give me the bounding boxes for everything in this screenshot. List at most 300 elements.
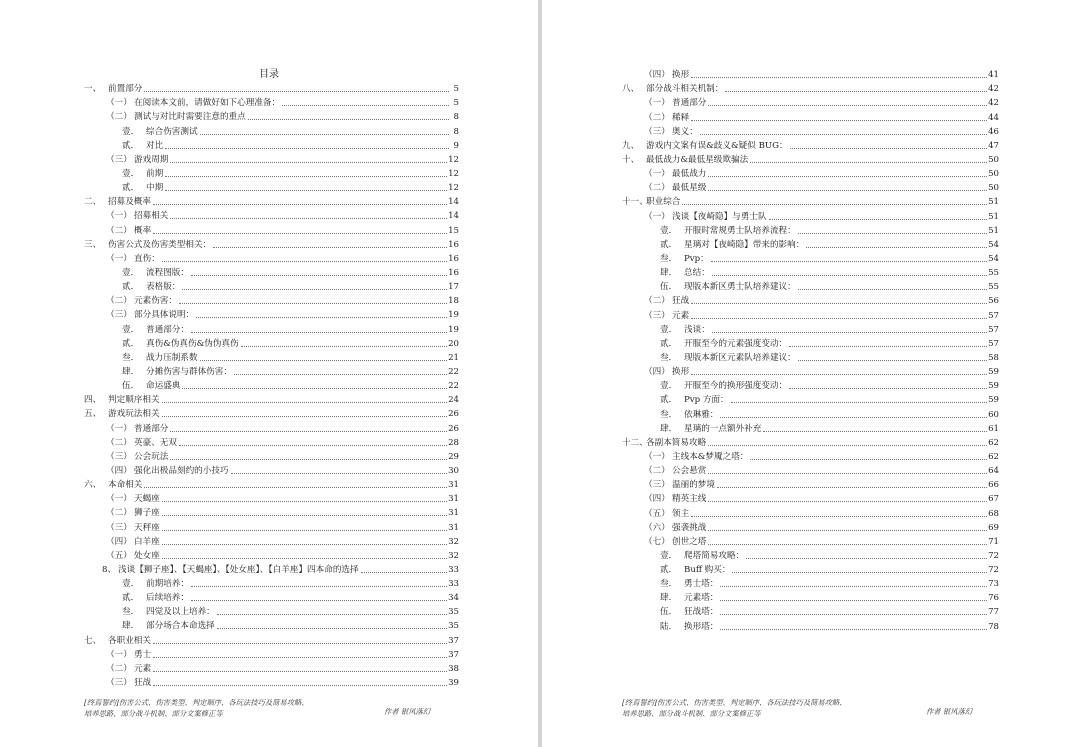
toc-entry[interactable] <box>622 66 999 80</box>
toc-entry-page: 72 <box>988 550 999 561</box>
toc-leader-dots <box>191 585 447 587</box>
toc-entry-title: Pvp 方面： <box>684 395 729 406</box>
toc-entry[interactable] <box>622 476 999 490</box>
toc-entry-title: 概率 <box>134 225 152 236</box>
toc-entry-title: 综合伤害测试 <box>146 126 198 137</box>
footer-line-1: [终焉誓约]伤害公式、伤害类型、判定顺序、各玩法技巧及简易攻略、 <box>84 698 309 707</box>
toc-entry[interactable] <box>84 306 459 320</box>
toc-entry-title: 现版本新区元素队培养建议： <box>684 352 796 363</box>
toc-entry-title: 部分战斗相关机制： <box>646 84 724 95</box>
toc-entry[interactable] <box>84 320 459 334</box>
toc-entry-title: 星璃的一点额外补充 <box>684 423 762 434</box>
toc-entry-page: 31 <box>448 522 459 533</box>
toc-entry[interactable] <box>622 448 999 462</box>
toc-entry[interactable] <box>622 504 999 518</box>
toc-entry-page: 29 <box>448 451 459 462</box>
toc-leader-dots <box>153 670 447 672</box>
toc-entry-number: （二） <box>644 183 670 194</box>
page-footer-right <box>622 697 847 719</box>
toc-entry-title: 元素伤害： <box>134 296 177 307</box>
toc-leader-dots <box>691 515 987 517</box>
toc-leader-dots <box>191 599 447 601</box>
toc-entry-title: 浅谈【夜崎隐】与勇士队 <box>672 211 767 222</box>
toc-entry-title: 狮子座 <box>134 508 160 519</box>
toc-entry-page: 71 <box>988 536 999 547</box>
toc-entry[interactable] <box>622 519 999 533</box>
toc-entry-title: 现版本新区勇士队培养建议： <box>684 282 796 293</box>
toc-leader-dots <box>717 486 987 488</box>
toc-entry-title: 开服至今的换形强度变动： <box>684 381 788 392</box>
toc-leader-dots <box>682 203 987 205</box>
toc-entry-title: 公会玩法 <box>134 451 169 462</box>
toc-entry[interactable] <box>84 292 459 306</box>
toc-entry[interactable] <box>622 151 999 165</box>
toc-entry[interactable] <box>622 80 999 94</box>
toc-entry-title: 游戏周期 <box>134 154 169 165</box>
toc-entry-page: 19 <box>448 324 459 335</box>
toc-entry[interactable] <box>84 193 459 207</box>
toc-entry-number: （二） <box>106 225 132 236</box>
toc-entry[interactable] <box>622 420 999 434</box>
toc-entry[interactable] <box>622 278 999 292</box>
toc-entry-page: 38 <box>448 663 459 674</box>
toc-entry-number: （三） <box>644 310 670 321</box>
toc-leader-dots <box>231 472 448 474</box>
toc-entry[interactable] <box>84 575 459 589</box>
toc-entry-title: 游戏内文案有误&歧义&疑似 BUG： <box>646 140 788 151</box>
toc-entry-page: 59 <box>988 367 999 378</box>
toc-entry[interactable] <box>84 405 459 419</box>
toc-leader-dots <box>162 529 447 531</box>
toc-entry-number: （三） <box>106 522 132 533</box>
toc-leader-dots <box>153 684 447 686</box>
toc-entry-title: 对比 <box>146 140 164 151</box>
toc-entry-page: 55 <box>988 282 999 293</box>
toc-entry-number: （一） <box>106 98 132 109</box>
toc-entry[interactable] <box>84 137 459 151</box>
toc-leader-dots <box>153 656 447 658</box>
toc-leader-dots <box>789 345 987 347</box>
toc-leader-dots <box>691 76 987 78</box>
toc-entry-number: 壹． <box>660 225 678 236</box>
toc-entry-number: 肆． <box>122 366 140 377</box>
toc-entry-page: 57 <box>988 324 999 335</box>
toc-entry[interactable] <box>84 476 459 490</box>
toc-entry-number: 贰． <box>122 593 140 604</box>
toc-leader-dots <box>711 260 987 262</box>
toc-entry-number: （三） <box>106 451 132 462</box>
toc-leader-dots <box>732 571 987 573</box>
toc-leader-dots <box>200 359 447 361</box>
toc-entry-title: 本命相关 <box>108 480 143 491</box>
toc-entry[interactable] <box>84 504 459 518</box>
toc-entry-title: 领主 <box>672 508 690 519</box>
toc-entry[interactable] <box>622 490 999 504</box>
toc-entry-page: 58 <box>988 352 999 363</box>
toc-entry-title: 天蝎座 <box>134 494 160 505</box>
toc-leader-dots <box>708 543 987 545</box>
toc-entry[interactable] <box>84 94 459 108</box>
toc-entry[interactable] <box>622 292 999 306</box>
toc-entry-title: 四觉及以上培养： <box>146 607 215 618</box>
toc-entry-page: 72 <box>988 565 999 576</box>
toc-entry-page: 55 <box>988 268 999 279</box>
footer-author-left: 作者 银风落幻 <box>384 707 431 716</box>
toc-entry[interactable] <box>622 533 999 547</box>
toc-entry-page: 44 <box>988 112 999 123</box>
toc-leader-dots <box>720 416 987 418</box>
toc-entry-number: （三） <box>644 126 670 137</box>
toc-entry[interactable] <box>84 490 459 504</box>
toc-entry-page: 22 <box>448 366 459 377</box>
toc-leader-dots <box>708 529 987 531</box>
toc-entry[interactable] <box>84 377 459 391</box>
toc-entry-title: 前置部分 <box>108 84 143 95</box>
toc-entry-page: 67 <box>988 494 999 505</box>
toc-entry-page: 12 <box>448 168 459 179</box>
toc-entry-number: 肆． <box>660 423 678 434</box>
toc-entry-page: 31 <box>448 480 459 491</box>
toc-entry-number: 叁． <box>660 352 678 363</box>
toc-entry-number: 伍． <box>660 607 678 618</box>
toc-entry-page: 15 <box>448 225 459 236</box>
toc-leader-dots <box>196 316 447 318</box>
toc-entry[interactable] <box>622 137 999 151</box>
toc-entry[interactable] <box>84 236 459 250</box>
toc-entry[interactable] <box>84 179 459 193</box>
toc-entry[interactable] <box>622 589 999 603</box>
toc-entry[interactable] <box>622 617 999 631</box>
toc-entry-page: 68 <box>988 508 999 519</box>
toc-entry-title: 狂战塔： <box>684 607 719 618</box>
toc-entry[interactable] <box>84 151 459 165</box>
toc-entry-number: 壹． <box>122 267 140 278</box>
toc-entry-number: （一） <box>644 169 670 180</box>
toc-entry[interactable] <box>84 448 459 462</box>
toc-entry-title: 公会悬赏 <box>672 466 707 477</box>
toc-leader-dots <box>720 599 987 601</box>
toc-entry-title: 奥义： <box>672 126 698 137</box>
toc-entry[interactable] <box>622 123 999 137</box>
toc-leader-dots <box>798 359 987 361</box>
toc-leader-dots <box>248 118 449 120</box>
toc-entry[interactable] <box>84 660 459 674</box>
toc-entry-title: 各副本简易攻略 <box>646 437 707 448</box>
toc-entry-page: 14 <box>448 197 459 208</box>
toc-entry-number: 七、 <box>84 635 102 646</box>
toc-entry[interactable] <box>84 207 459 221</box>
toc-entry-number: 二、 <box>84 197 102 208</box>
toc-leader-dots <box>708 104 987 106</box>
toc-entry[interactable] <box>622 108 999 122</box>
toc-entry-number: 壹． <box>122 168 140 179</box>
toc-entry-number: （五） <box>644 508 670 519</box>
toc-entry[interactable] <box>84 462 459 476</box>
toc-entry[interactable] <box>622 547 999 561</box>
toc-entry-number: 肆． <box>660 593 678 604</box>
toc-leader-dots <box>750 458 987 460</box>
toc-entry-page: 22 <box>448 381 459 392</box>
toc-entry[interactable] <box>84 80 459 94</box>
toc-entry-page: 14 <box>448 211 459 222</box>
toc-entry-page: 73 <box>988 579 999 590</box>
toc-entry-page: 30 <box>448 465 459 476</box>
toc-entry[interactable] <box>622 434 999 448</box>
toc-leader-dots <box>165 175 447 177</box>
toc-entry[interactable] <box>622 462 999 476</box>
toc-entry-page: 66 <box>988 480 999 491</box>
toc-title: 目录 <box>259 69 279 80</box>
toc-entry[interactable] <box>84 363 459 377</box>
toc-entry-title: 创世之塔 <box>672 536 707 547</box>
toc-entry-title: 真伤&伪真伤&伪伪真伤 <box>146 338 239 349</box>
toc-leader-dots <box>708 189 987 191</box>
toc-entry-page: 8 <box>453 126 459 137</box>
toc-entry[interactable] <box>84 674 459 688</box>
toc-entry-title: 游戏玩法相关 <box>108 409 160 420</box>
toc-entry-title: 前期培养： <box>146 579 189 590</box>
toc-entry-title: 换形 <box>672 70 690 81</box>
toc-entry-number: 九、 <box>622 140 640 151</box>
toc-entry[interactable] <box>622 250 999 264</box>
toc-entry-number: （四） <box>644 367 670 378</box>
toc-entry-page: 26 <box>448 423 459 434</box>
toc-leader-dots <box>708 500 987 502</box>
toc-entry-number: （五） <box>106 550 132 561</box>
toc-entry[interactable] <box>84 646 459 660</box>
toc-entry-page: 51 <box>988 225 999 236</box>
toc-entry-number: 叁． <box>660 579 678 590</box>
toc-entry-page: 19 <box>448 310 459 321</box>
toc-leader-dots <box>720 613 987 615</box>
toc-leader-dots <box>162 401 447 403</box>
toc-entry[interactable] <box>622 349 999 363</box>
toc-entry[interactable] <box>622 94 999 108</box>
toc-entry[interactable] <box>622 207 999 221</box>
toc-entry-page: 69 <box>988 522 999 533</box>
toc-entry-page: 32 <box>448 550 459 561</box>
toc-entry-title: 直伤： <box>134 253 160 264</box>
toc-entry-title: 普通部分 <box>134 423 169 434</box>
toc-entry[interactable] <box>84 391 459 405</box>
toc-entry-title: 主线本&梦魇之塔： <box>672 451 749 462</box>
toc-entry[interactable] <box>84 434 459 448</box>
toc-entry-title: 强化出极品刻约的小技巧 <box>134 465 229 476</box>
toc-entry-page: 47 <box>988 140 999 151</box>
toc-entry[interactable] <box>84 122 459 136</box>
toc-entry-number: 伍． <box>122 381 140 392</box>
toc-entry-number: 十一、 <box>622 197 648 208</box>
toc-entry-page: 59 <box>988 395 999 406</box>
toc-entry-title: 元素塔： <box>684 593 719 604</box>
toc-entry-page: 35 <box>448 607 459 618</box>
toc-entry-page: 37 <box>448 635 459 646</box>
toc-entry-number: 壹． <box>660 381 678 392</box>
toc-entry-page: 12 <box>448 154 459 165</box>
toc-entry[interactable] <box>622 561 999 575</box>
toc-entry-page: 78 <box>988 621 999 632</box>
toc-entry-title: 处女座 <box>134 550 160 561</box>
toc-leader-dots <box>708 175 987 177</box>
toc-entry-page: 54 <box>988 253 999 264</box>
page-footer-left <box>84 697 309 719</box>
toc-leader-dots <box>191 331 447 333</box>
toc-entry[interactable] <box>84 589 459 603</box>
toc-entry-title: 浅谈： <box>684 324 710 335</box>
toc-entry[interactable] <box>622 391 999 405</box>
toc-leader-dots <box>720 585 987 587</box>
toc-entry-title: 元素 <box>672 310 690 321</box>
toc-entry-title: 测试与对比时需要注意的重点 <box>134 112 246 123</box>
toc-entry-number: （二） <box>644 466 670 477</box>
toc-entry[interactable] <box>622 236 999 250</box>
toc-entry[interactable] <box>622 264 999 278</box>
toc-entry[interactable] <box>84 335 459 349</box>
toc-entry[interactable] <box>622 363 999 377</box>
toc-entry[interactable] <box>622 377 999 391</box>
toc-entry-title: 各职业相关 <box>108 635 151 646</box>
toc-entry-page: 57 <box>988 338 999 349</box>
footer-line-2: 培养思路、部分战斗机制、部分文案修正等 <box>622 709 761 718</box>
toc-entry-page: 42 <box>988 98 999 109</box>
toc-entry-number: （一） <box>106 494 132 505</box>
toc-leader-dots <box>691 302 987 304</box>
toc-entry-title: 稀释 <box>672 112 690 123</box>
toc-entry-number: 贰． <box>660 565 678 576</box>
toc-leader-dots <box>282 104 449 106</box>
toc-entry-page: 34 <box>448 593 459 604</box>
toc-leader-dots <box>241 345 447 347</box>
toc-entry-page: 54 <box>988 239 999 250</box>
toc-entry[interactable] <box>84 631 459 645</box>
toc-entry-page: 77 <box>988 607 999 618</box>
toc-entry-number: （六） <box>644 522 670 533</box>
toc-leader-dots <box>798 288 987 290</box>
toc-entry[interactable] <box>84 349 459 363</box>
toc-leader-dots <box>200 133 449 135</box>
toc-entry-number: （七） <box>644 536 670 547</box>
toc-entry-page: 16 <box>448 239 459 250</box>
toc-entry[interactable] <box>84 419 459 433</box>
toc-entry-page: 62 <box>988 451 999 462</box>
toc-entry-title: 中期 <box>146 183 164 194</box>
toc-entry-title: 普通部分 <box>672 98 707 109</box>
toc-entry[interactable] <box>84 221 459 235</box>
toc-leader-dots <box>162 500 447 502</box>
toc-leader-dots <box>191 274 447 276</box>
toc-entry[interactable] <box>622 193 999 207</box>
toc-entry-number: （三） <box>106 154 132 165</box>
toc-entry-number: （二） <box>106 508 132 519</box>
toc-entry-number: （二） <box>106 112 132 123</box>
toc-leader-dots <box>153 232 447 234</box>
toc-leader-dots <box>234 373 447 375</box>
toc-entry-title: 勇士 <box>134 649 152 660</box>
toc-leader-dots <box>731 401 987 403</box>
toc-entry-number: （二） <box>106 437 132 448</box>
toc-entry[interactable] <box>84 533 459 547</box>
toc-entry[interactable] <box>84 250 459 264</box>
toc-entry-number: 贰． <box>660 395 678 406</box>
toc-entry[interactable] <box>84 264 459 278</box>
toc-leader-dots <box>153 203 447 205</box>
toc-entry[interactable] <box>622 603 999 617</box>
toc-entry-number: 叁． <box>122 607 140 618</box>
toc-entry-title: 命运盛典 <box>146 381 181 392</box>
toc-entry-title: 部分具体说明： <box>134 310 195 321</box>
toc-entry[interactable] <box>622 405 999 419</box>
toc-entry[interactable] <box>622 165 999 179</box>
toc-entry[interactable] <box>84 561 459 575</box>
toc-entry-title: 普通部分： <box>146 324 189 335</box>
toc-entry-title: 前期 <box>146 168 164 179</box>
toc-leader-dots <box>746 557 987 559</box>
toc-entry-title: 星璃对【夜崎隐】带来的影响： <box>684 239 805 250</box>
toc-entry-number: 贰． <box>122 338 140 349</box>
toc-entry-number: （四） <box>106 465 132 476</box>
toc-entry[interactable] <box>622 575 999 589</box>
toc-entry-title: 天秤座 <box>134 522 160 533</box>
toc-entry[interactable] <box>84 603 459 617</box>
toc-leader-dots <box>806 246 987 248</box>
toc-entry-title: 浅谈【狮子座】、【天蝎座】、【处女座】、【白羊座】四本命的选择 <box>118 564 359 575</box>
toc-leader-dots <box>217 627 447 629</box>
toc-entry-page: 50 <box>988 154 999 165</box>
toc-entry[interactable] <box>84 108 459 122</box>
toc-leader-dots <box>182 288 447 290</box>
toc-leader-dots <box>691 317 987 319</box>
toc-entry-number: 壹． <box>122 579 140 590</box>
toc-leader-dots <box>182 387 447 389</box>
toc-entry-title: 总结： <box>684 268 710 279</box>
toc-entry[interactable] <box>622 222 999 236</box>
toc-leader-dots <box>769 218 988 220</box>
toc-entry[interactable] <box>84 547 459 561</box>
toc-entry-page: 26 <box>448 409 459 420</box>
toc-entry-page: 42 <box>988 84 999 95</box>
toc-entry-title: 精英主线 <box>672 494 707 505</box>
toc-entry[interactable] <box>84 278 459 292</box>
toc-leader-dots <box>361 571 447 573</box>
toc-entry[interactable] <box>622 179 999 193</box>
toc-entry-page: 59 <box>988 381 999 392</box>
toc-entry-page: 16 <box>448 253 459 264</box>
toc-entry-number: 8、 <box>102 564 117 575</box>
toc-entry-number: 伍． <box>660 282 678 293</box>
toc-entry-number: 壹． <box>122 324 140 335</box>
toc-entry-page: 51 <box>988 197 999 208</box>
toc-entry-title: 职业综合 <box>646 197 681 208</box>
toc-entry-number: 陆． <box>660 621 678 632</box>
toc-entry-title: 狂战 <box>672 296 690 307</box>
toc-leader-dots <box>708 472 987 474</box>
toc-entry-number: 叁． <box>122 352 140 363</box>
toc-entry[interactable] <box>84 617 459 631</box>
toc-leader-dots <box>170 458 447 460</box>
toc-entry[interactable] <box>622 335 999 349</box>
toc-entry-page: 17 <box>448 282 459 293</box>
toc-leader-dots <box>217 613 447 615</box>
toc-leader-dots <box>750 161 987 163</box>
toc-entry-number: 叁． <box>660 409 678 420</box>
toc-entry[interactable] <box>622 306 999 320</box>
toc-entry-number: （二） <box>644 112 670 123</box>
toc-entry[interactable] <box>622 321 999 335</box>
toc-leader-dots <box>725 90 987 92</box>
toc-entry[interactable] <box>84 518 459 532</box>
toc-entry[interactable] <box>84 165 459 179</box>
toc-entry-number: （一） <box>644 211 670 222</box>
